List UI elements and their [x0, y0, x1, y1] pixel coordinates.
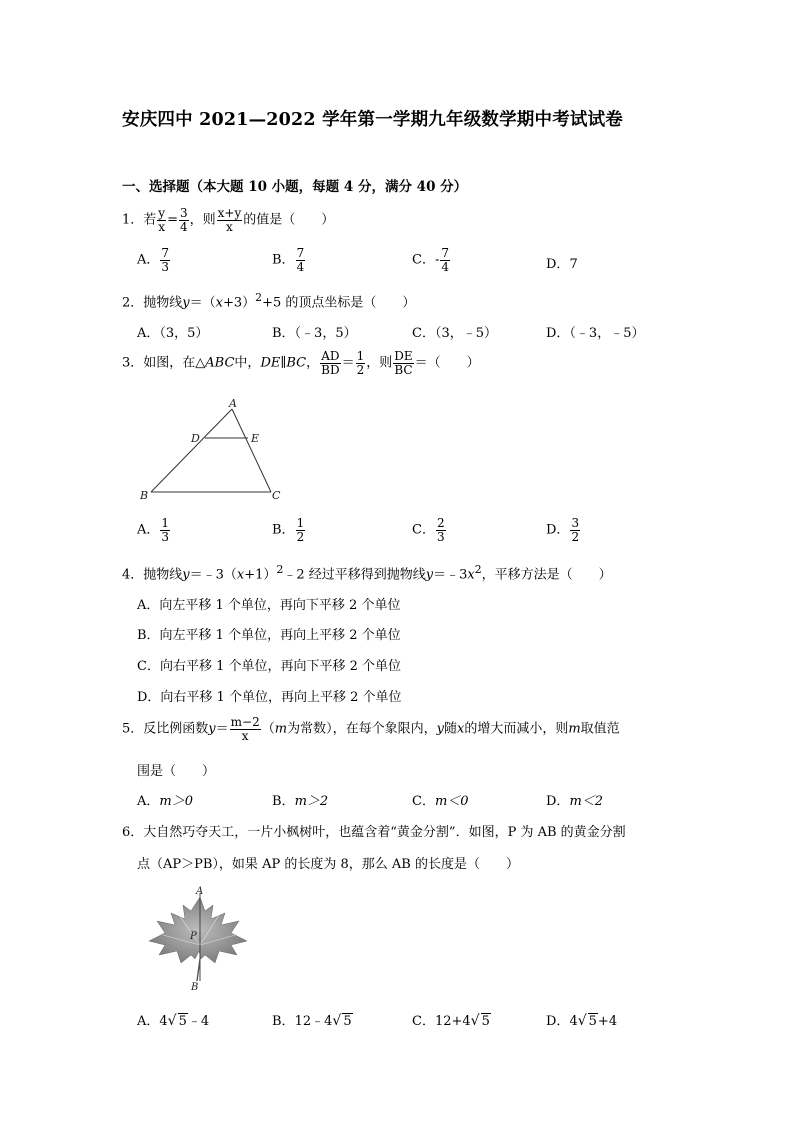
q1-eq: = [167, 212, 178, 228]
option-fraction [160, 247, 170, 273]
var-de-parallel-bc: DE∥BC [260, 355, 307, 371]
frac-den: 2 [296, 529, 305, 544]
q1-fraction-y-over-x [157, 207, 166, 233]
option-suffix: +4 [597, 1014, 618, 1029]
frac-num: m−2 [230, 715, 260, 729]
q4-text: ＝﹣3（ [189, 567, 237, 583]
frac-num: 2 [436, 516, 445, 530]
frac-den: 2 [356, 362, 365, 377]
option-prefix: 4 [569, 1014, 578, 1029]
option-fraction [160, 517, 170, 543]
frac-den: 2 [571, 529, 580, 544]
q4-option-c[interactable]: C．向右平移 1 个单位，再向下平移 2 个单位 [137, 659, 402, 674]
frac-num: AD [321, 349, 340, 363]
option-label: B． [272, 1014, 295, 1029]
frac-num: 7 [441, 246, 449, 260]
q4-text: ﹣2 经过平移得到抛物线 [283, 567, 426, 583]
frac-den: x [241, 728, 249, 743]
var-y: y [425, 567, 434, 583]
q2-text: ＝（ [189, 295, 216, 311]
var-y: y [436, 721, 444, 737]
frac-den: x [158, 219, 166, 234]
q6-option-b[interactable] [272, 1010, 353, 1029]
label-p: P [190, 931, 197, 942]
label-b: B [191, 982, 199, 993]
radicand: 5 [178, 1014, 187, 1029]
q3-option-c[interactable] [412, 517, 447, 543]
frac-den: 4 [441, 259, 449, 274]
q4-option-d[interactable]: D．向右平移 1 个单位，再向上平移 2 个单位 [137, 690, 402, 705]
q1-option-c[interactable] [412, 247, 451, 273]
q4-text: ＝﹣3 [433, 567, 468, 583]
q5-option-c[interactable] [412, 790, 469, 809]
exponent: 2 [474, 563, 482, 576]
section-heading: 一、选择题（本大题 10 小题，每题 4 分，满分 40 分） [122, 179, 468, 195]
q1-mid: ，则 [189, 212, 216, 228]
frac-den: 3 [161, 259, 170, 274]
var-y: y [182, 567, 190, 583]
q1-option-d[interactable] [546, 253, 578, 272]
option-label: B． [272, 252, 295, 268]
frac-den: BD [321, 362, 340, 377]
q3-option-d[interactable] [546, 517, 581, 543]
q5-option-b[interactable] [272, 790, 328, 809]
var-x: x [456, 721, 465, 737]
frac-den: 3 [161, 529, 170, 544]
var-x: x [467, 567, 475, 583]
label-a: A [196, 886, 204, 897]
frac-num: DE [394, 349, 413, 363]
q4-option-b[interactable]: B．向左平移 1 个单位，再向上平移 2 个单位 [137, 628, 401, 643]
q4-text: +1） [244, 567, 277, 583]
q5-option-a[interactable] [137, 790, 193, 809]
page-title: 安庆四中 2021—2022 学年第一学期九年级数学期中考试试卷 [122, 110, 623, 130]
maple-leaf-figure [143, 885, 253, 993]
option-fraction [570, 517, 580, 543]
frac-num: 3 [571, 516, 580, 530]
q1-option-a[interactable] [137, 247, 171, 273]
frac-den: 4 [179, 219, 188, 234]
q2-text: +3） [223, 295, 256, 311]
question-2 [122, 291, 415, 310]
option-suffix: ﹣4 [187, 1014, 210, 1029]
q2-option-b[interactable]: B．（﹣3，5） [272, 326, 357, 341]
option-label: C． [412, 252, 435, 268]
frac-num: 7 [161, 246, 170, 260]
option-label: C． [412, 794, 435, 809]
q3-text: ，则 [366, 355, 393, 371]
var-x: x [236, 567, 245, 583]
frac-den: 4 [296, 259, 305, 274]
frac-den: BC [394, 362, 413, 377]
question-1 [122, 207, 334, 233]
triangle-figure [135, 395, 295, 507]
q4-option-a[interactable]: A．向左平移 1 个单位，再向下平移 2 个单位 [137, 598, 401, 613]
edge-ac [232, 409, 271, 492]
var-m: m [274, 721, 288, 737]
radicand: 5 [481, 1014, 490, 1029]
question-6-line1: 6．大自然巧夺天工，一片小枫树叶，也蕴含着“黄金分割”．如图，P 为 AB 的黄金分割 [122, 825, 626, 840]
label-d: D [191, 432, 200, 445]
option-value: 7 [569, 257, 578, 272]
q1-tail: 的值是（ ） [243, 212, 335, 228]
maple-leaf-shape [149, 897, 247, 963]
q1-fraction-xy-over-x [217, 207, 243, 233]
q5-text: （ [261, 721, 275, 737]
sqrt-icon: √ [167, 1013, 177, 1029]
option-value: m＞0 [159, 794, 193, 809]
var-x: x [215, 295, 223, 311]
q3-option-a[interactable] [137, 517, 171, 543]
option-value: m＜0 [434, 794, 469, 809]
option-value: m＜2 [569, 794, 604, 809]
option-fraction [440, 247, 450, 273]
option-label: A． [137, 252, 160, 268]
option-label: A． [137, 522, 160, 538]
frac-num: 1 [296, 516, 305, 530]
q4-text: ，平移方法是（ ） [481, 567, 612, 583]
q5-fraction [230, 716, 261, 742]
frac-den: x [226, 219, 233, 234]
frac-num: 7 [296, 246, 305, 260]
frac-num: 1 [161, 516, 170, 530]
q5-option-d[interactable] [546, 790, 603, 809]
question-3 [122, 350, 480, 376]
radicand: 5 [588, 1014, 597, 1029]
question-6-line2: 点（AP＞PB），如果 AP 的长度为 8，那么 AB 的长度是（ ） [137, 857, 519, 872]
frac-num: x+y [217, 206, 242, 220]
q3-fraction-ad-bd [320, 350, 340, 376]
label-a: A [229, 397, 237, 410]
option-value: m＞2 [294, 794, 329, 809]
exponent: 2 [276, 563, 284, 576]
option-label: D． [546, 522, 570, 538]
q6-option-a[interactable] [137, 1010, 209, 1029]
option-prefix: 4 [159, 1014, 168, 1029]
var-m: m [568, 721, 581, 737]
frac-den: 3 [436, 529, 445, 544]
q3-option-b[interactable] [272, 517, 306, 543]
q5-text: 的增大而减小，则 [464, 721, 569, 737]
label-b: B [140, 489, 149, 502]
option-label: C． [412, 1014, 435, 1029]
edge-ab [151, 409, 232, 492]
q2-text: 2．抛物线 [122, 295, 183, 311]
option-fraction [296, 247, 306, 273]
q3-text: 3．如图，在△ [122, 355, 206, 371]
sqrt-icon: √ [332, 1013, 342, 1029]
q6-option-d[interactable] [546, 1010, 617, 1029]
q3-eq: ＝ [341, 355, 355, 371]
q3-fraction-1-2 [356, 350, 366, 376]
var-abc: ABC [205, 355, 235, 371]
label-e: E [251, 432, 260, 445]
label-c: C [272, 489, 281, 502]
q3-text: ＝（ ） [414, 355, 480, 371]
question-4 [122, 563, 612, 582]
q2-option-d[interactable]: D．（﹣3，﹣5） [546, 326, 645, 341]
option-prefix: 12﹣4 [294, 1014, 333, 1029]
q5-text: 随 [443, 721, 457, 737]
option-label: A． [137, 794, 160, 809]
question-5 [122, 716, 620, 742]
option-fraction [436, 517, 446, 543]
q2-option-c[interactable]: C．（3，﹣5） [412, 326, 497, 341]
option-fraction [296, 517, 306, 543]
frac-num: 3 [179, 206, 188, 220]
sqrt-icon: √ [470, 1013, 480, 1029]
var-y: y [208, 721, 216, 737]
question-5-line2: 围是（ ） [137, 764, 216, 779]
option-label: D． [546, 794, 570, 809]
exponent: 2 [255, 291, 263, 304]
q5-text: 取值范 [580, 721, 620, 737]
q4-text: 4．抛物线 [122, 567, 183, 583]
option-label: B． [272, 794, 295, 809]
q6-option-c[interactable] [412, 1010, 491, 1029]
q2-text: +5 的顶点坐标是（ ） [262, 295, 416, 311]
q1-prefix: 1．若 [122, 212, 157, 228]
option-sign: - [434, 252, 440, 268]
frac-num: 1 [356, 349, 365, 363]
q5-text: 为常数），在每个象限内， [287, 721, 437, 737]
q2-option-a[interactable]: A．（3，5） [137, 326, 209, 341]
q3-fraction-de-bc [393, 350, 413, 376]
option-label: B． [272, 522, 295, 538]
q1-fraction-3-4 [179, 207, 189, 233]
option-label: D． [546, 1014, 570, 1029]
option-label: D． [546, 257, 570, 272]
option-label: A． [137, 1014, 160, 1029]
var-y: y [182, 295, 190, 311]
sqrt-icon: √ [577, 1013, 587, 1029]
q3-text: 中， [234, 355, 261, 371]
q3-text: ， [306, 355, 320, 371]
q1-option-b[interactable] [272, 247, 306, 273]
q5-eq: ＝ [215, 721, 229, 737]
option-label: C． [412, 522, 435, 538]
option-prefix: 12+4 [434, 1014, 471, 1029]
radicand: 5 [343, 1014, 352, 1029]
frac-num: y [158, 206, 166, 220]
q5-text: 5．反比例函数 [122, 721, 209, 737]
